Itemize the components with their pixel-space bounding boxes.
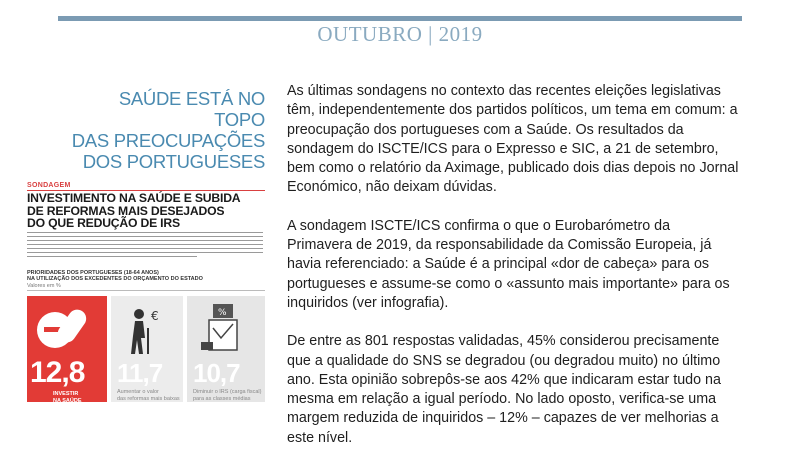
- article-paragraph: A sondagem ISCTE/ICS confirma o que o Eurobarómetro da Primavera de 2019, da responsabilidade da Comissão Europeia, já havia referenciado: a Saúde é a principal «dor de cabeça» para os portugueses e assume-se como o «assunto mais importante» para os inquiridos (ver infografia).: [287, 217, 730, 311]
- article-paragraph: As últimas sondagens no contexto das recentes eleições legislativas têm, independentemente dos partidos políticos, um tema em comum: a preocupação dos portugueses com a Saúde. Os resultados da sondagem do ISCTE/ICS para o Expresso e SIC, a 21 de setembro, bem como o relatório da Aximage, publicado dois dias depois no Jornal Económico, não deixam dúvidas.: [287, 83, 739, 196]
- stat-label-line: das reformas mais baixas: [117, 395, 180, 402]
- issue-date: OUTUBRO | 2019: [317, 22, 483, 46]
- article-headline: [65, 88, 265, 172]
- stat-label-line: Aumentar o valor: [117, 389, 159, 395]
- infographic-title-line: DE REFORMAS MAIS DESEJADOS: [27, 203, 225, 218]
- stat-value: 11,7: [117, 358, 163, 388]
- infographic-title-line: DO QUE REDUÇÃO DE IRS: [27, 216, 180, 230]
- infographic-divider: [27, 290, 265, 291]
- infographic-title: [27, 192, 265, 230]
- stat-cell-pensions: [111, 296, 183, 402]
- infographic: [27, 180, 265, 402]
- infographic-subtitle-line: PRIORIDADES DOS PORTUGUESES (18-64 ANOS): [27, 270, 159, 276]
- infographic-subtitle-line: NA UTILIZAÇÃO DOS EXCEDENTES DO ORÇAMENTO DO ESTADO: [27, 276, 203, 283]
- headline-line: DAS PREOCUPAÇÕES: [71, 130, 265, 151]
- stat-label-line: para as classes médias: [193, 395, 251, 402]
- headline-line: SAÚDE ESTÁ NO TOPO: [118, 88, 265, 130]
- stat-label: [117, 389, 180, 402]
- tax-document-icon: [201, 302, 251, 357]
- article-paragraph: De entre as 801 respostas validadas, 45% considerou precisamente que a qualidade do SNS se degradou (ou degradou muito) no último ano. Esta opinião sobrepôs-se aos 42% que indicaram estar tudo na mesma em relação a igual período. No lado oposto, verifica-se uma margem reduzida de inquiridos – 12% – capazes de ver melhorias a este nível.: [287, 333, 721, 446]
- infographic-title-line: INVESTIMENTO NA SAÚDE E SUBIDA: [27, 191, 241, 205]
- article-body: [287, 82, 739, 467]
- stat-label-line: NA SAÚDE: [53, 397, 82, 402]
- stat-label: [193, 389, 261, 402]
- stat-label-line: INVESTIR: [53, 391, 79, 397]
- headline-line: DOS PORTUGUESES: [82, 151, 265, 172]
- svg-text:%: %: [218, 308, 227, 318]
- stat-label: [53, 391, 82, 402]
- elderly-person-euro-icon: [121, 304, 171, 359]
- pills-icon: [33, 300, 93, 355]
- stat-cell-health: [27, 296, 107, 402]
- infographic-body-text: [27, 232, 265, 260]
- infographic-tag: SONDAGEM: [27, 182, 71, 189]
- stat-cell-tax: [187, 296, 265, 402]
- stat-value: 10,7: [193, 358, 240, 388]
- stat-label-line: Diminuir o IRS (carga fiscal): [193, 389, 262, 395]
- svg-text:€: €: [151, 309, 159, 323]
- infographic-subtitle: [27, 270, 265, 289]
- top-rule: [58, 16, 742, 21]
- stat-value: 12,8: [30, 356, 85, 389]
- infographic-units-note: Valores em %: [27, 282, 61, 289]
